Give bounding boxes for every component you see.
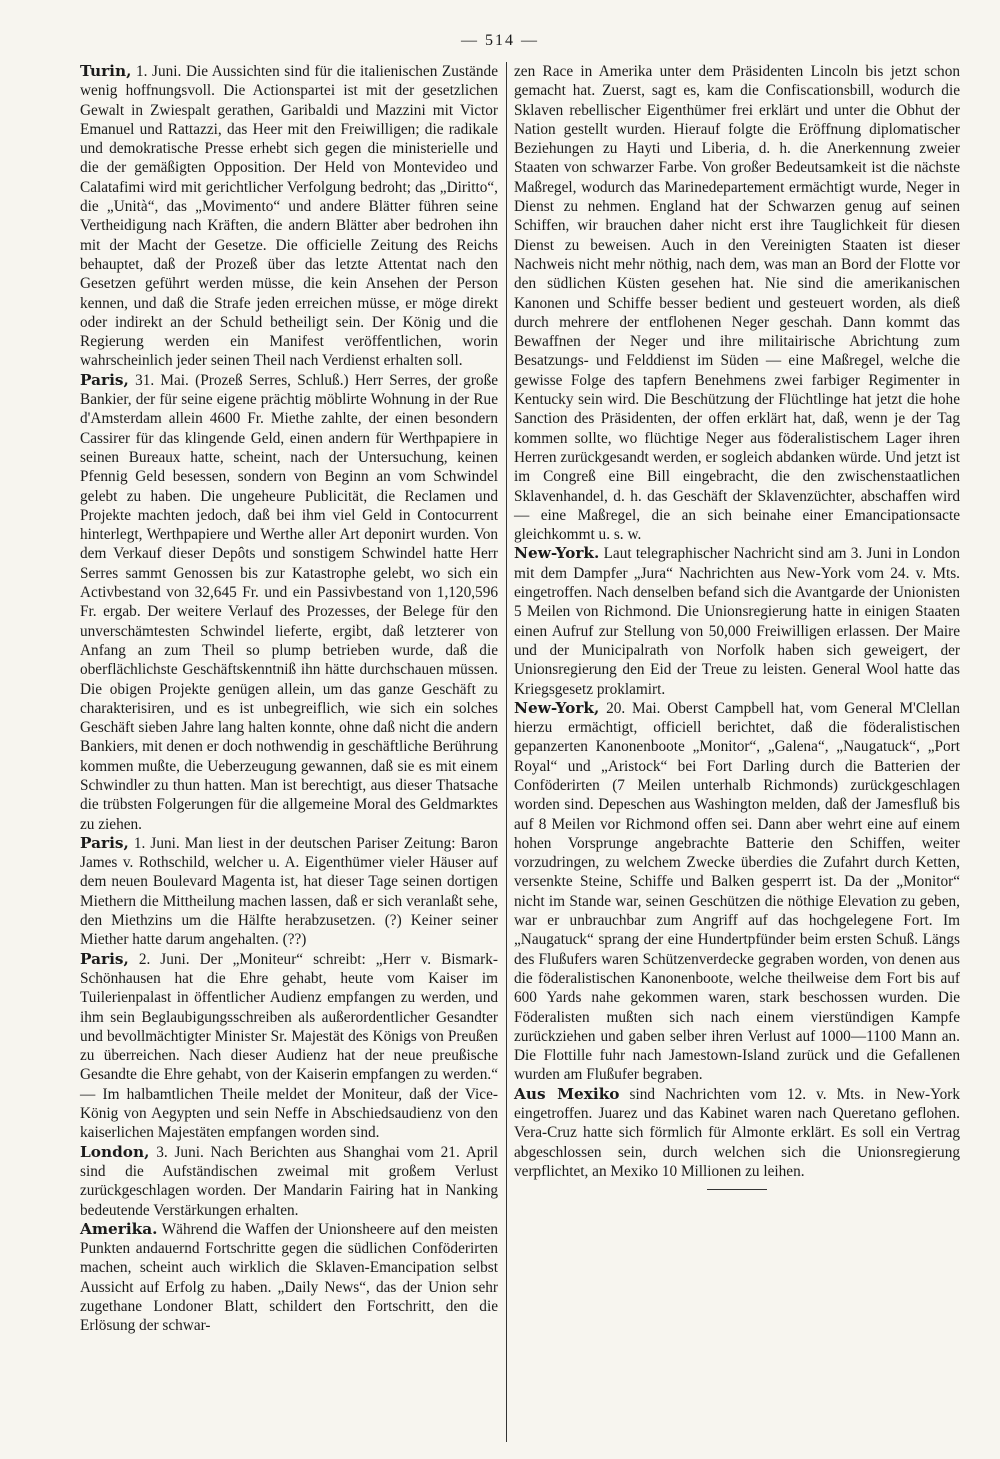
article-amerika	[80, 1220, 498, 1336]
dateline: London,	[80, 1142, 150, 1161]
article-paris-rothschild	[80, 834, 498, 950]
dateline: Paris,	[80, 949, 129, 968]
left-column	[80, 62, 498, 1336]
article-text: 31. Mai. (Prozeß Serres, Schluß.) Herr Serres, der große Bankier, der für seine eigene prächtig möblirte Wohnung in der Rue d'Amsterdam allein 4600 Fr. Miethe zahlte, der einen besondern Cassirer für das klingende Geld, einen andern für Werthpapiere in seinen Bureaux hatte, scheint, nach der Untersuchung, keinen Pfennig Geld besessen, sondern von Beginn an vom Schwindel gelebt zu haben. Die ungeheure Publicität, die Reclamen und Projekte machten jedoch, daß bei ihm viel Geld in Contocurrent hinterlegt, Werthpapiere und Werthe aller Art deponirt wurden. Von dem Verkauf dieser Depôts und sonstigem Schwindel hatte Herr Serres sammt Genossen bis zur Katastrophe gelebt, wo sich ein Activbestand von 32,645 Fr. und ein Passivbestand von 1,120,596 Fr. ergab. Der weitere Verlauf des Prozesses, der Belege für den unverschämtesten Schwindel lieferte, ergibt, daß letzterer von Anfang an zum Theil so plump betrieben wurde, daß die oberflächlichste Geschäftskenntniß ihn hätte durchschauen müssen. Die obigen Projekte genügen allein, um das ganze Geschäft zu charakterisiren, und es ist unbegreiflich, wie sich ein solches Geschäft sieben Jahre lang halten konnte, ohne daß nicht die andern Bankiers, mit denen er doch nothwendig in geschäftliche Berührung kommen mußte, die Ueberzeugung gewannen, daß sie es mit einem Schwindler zu thun hatten. Man ist berechtigt, aus dieser Thatsache die trübsten Folgerungen für die allgemeine Moral des Geldmarktes zu ziehen.	[80, 371, 499, 833]
end-rule	[707, 1189, 767, 1190]
article-text: 1. Juni. Die Aussichten sind für die italienischen Zustände wenig hoffnungsvoll. Die Actionspartei ist mit der gesetzlichen Gewalt in Zwiespalt gerathen, Garibaldi und Mazzini mit Victor Emanuel und Rattazzi, das Heer mit den Freiwilligen; die radikale und demokratische Presse erhebt sich gegen die ministerielle und die der gemäßigten Opposition. Der Held von Montevideo und Calatafimi wird mit gerichtlicher Verfolgung bedroht; das „Diritto“, die „Unità“, das „Movimento“ und andere Blätter führen seine Vertheidigung nach Kräften, die andern Blätter aber bedrohen ihn mit der Macht der Gesetze. Die officielle Zeitung des Reichs behauptet, daß der Prozeß über das letzte Attentat nach den Gesetzen geführt werden müsse, die kein Ansehen der Person kennen, und daß die Strafe jeden erreichen müsse, er möge direkt oder indirekt an der Schuld betheiligt sein. Der König und die Regierung werden ein Manifest veröffentlichen, worin wahrscheinlich jeder seinen Theil nach Verdienst erhalten soll.	[80, 63, 498, 370]
article-paris-moniteur	[80, 950, 498, 1143]
dateline: Paris,	[80, 370, 129, 389]
article-text: sind Nachrichten vom 12. v. Mts. in New-York eingetroffen. Juarez und das Kabinet waren nach Queretano geflohen. Vera-Cruz hatte sich förmlich für Almonte erklärt. Es soll ein Vertrag abgeschlossen sein, durch welchen sich die Unionsregierung verpflichtet, an Mexiko 10 Millionen zu leihen.	[514, 1085, 961, 1180]
dateline: New-York.	[514, 544, 600, 563]
dateline: Turin,	[80, 62, 132, 80]
article-mexiko	[514, 1085, 960, 1181]
dateline: New-York,	[514, 698, 600, 717]
article-text: Während die Waffen der Unionsheere auf den meisten Punkten andauernd Fortschritte gegen die südlichen Conföderirten machen, scheint auch wirklich die Sklaven-Emancipation selbst Aussicht auf Erfolg zu haben. „Daily News“, das der Union sehr zugethane Londoner Blatt, schildert den Fortschritt, den die Erlösung der schwar-	[80, 1220, 498, 1335]
dateline: Amerika.	[80, 1219, 158, 1238]
article-turin	[80, 62, 498, 371]
article-text: Laut telegraphischer Nachricht sind am 3. Juni in London mit dem Dampfer „Jura“ Nachrichten aus New-York vom 24. v. Mts. eingetroffen. Nach denselben befand sich die Avantgarde der Unionisten 5 Meilen von Richmond. Die Unionsregierung hatte in einigen Staaten einen Aufruf zur Stellung von 50,000 Freiwilligen erlassen. Der Maire und der Municipalrath von Norfolk haben sich geweigert, der Unionsregierung den Eid der Treue zu leisten. General Wool hatte das Kriegsgesetz proklamirt.	[514, 545, 960, 698]
article-new-york-telegraph	[514, 544, 960, 698]
article-text: zen Race in Amerika unter dem Präsidenten Lincoln bis jetzt schon gemacht hat. Zuerst, sagt es, kam die Confiscationsbill, wodurch die Sklaven rebellischer Eigenthümer frei erklärt und unter die Obhut der Nation gestellt wurden. Hierauf folgte die Eröffnung diplomatischer Beziehungen zu Hayti und Liberia, d. h. die Anerkennung zweier Staaten von schwarzer Farbe. Von großer Bedeutsamkeit ist die nächste Maßregel, wodurch das Marinedepartement ermächtigt wurde, Neger in Dienst zu nehmen. England hat der Schwarzen genug auf seinen Schiffen, wir brauchen daher nicht erst ihre Tauglichkeit für diesen Dienst zu beweisen. Auch in den Vereinigten Staaten ist dieser Nachweis nicht mehr nöthig, nach dem, was man an Bord der Flotte vor den südlichen Küsten gesehen hat. Nie sind die amerikanischen Kanonen und Schiffe besser bedient und gesteuert worden, als dieß durch mehrere der entflohenen Neger geschah. Dann kommt das Bewaffnen der Neger und ihre militairische Abrichtung zum Besatzungs- und Felddienst im Süden — eine Maßregel, welche die gewisse Folge des tapfern Benehmens zwei farbiger Regimenter in Kentucky sein wird. Die Beschützung der Flüchtlinge hat jetzt die hohe Sanction des Präsidenten, der offen erklärt hat, daß, wenn je der Tag kommen sollte, wo flüchtige Neger aus föderalistischem Lager ihren Herren zurückgesandt werden, er sogleich abdanken würde. Und jetzt ist im Congreß eine Bill eingebracht, die den zwischenstaatlichen Sklavenhandel, d. h. das Geschäft der Sklavenzüchter, abschaffen wird — eine Maßregel, die an sich beinahe einer Emancipationsacte gleichkommt u. s. w.	[514, 63, 960, 544]
article-paris-serres	[80, 371, 498, 834]
dateline: Aus Mexiko	[514, 1084, 620, 1103]
dateline: Paris,	[80, 833, 129, 852]
article-new-york-campbell	[514, 699, 960, 1085]
article-text: 2. Juni. Der „Moniteur“ schreibt: „Herr v. Bismark-Schönhausen hat die Ehre gehabt, heute vom Kaiser im Tuilerienpalast in öffentlicher Audienz empfangen zu werden, und ihm sein Beglaubigungsschreiben als außerordentlicher Gesandter und bevollmächtigter Minister Sr. Majestät des Königs von Preußen zu überreichen. Nach dieser Audienz hat der neue preußische Gesandte die Ehre gehabt, von der Kaiserin empfangen zu werden.“ — Im halbamtlichen Theile meldet der Moniteur, daß der Vice-König von Aegypten und sein Neffe in Abschiedsaudienz von den kaiserlichen Majestäten empfangen worden sind.	[80, 950, 499, 1142]
article-text: 3. Juni. Nach Berichten aus Shanghai vom 21. April sind die Aufständischen zweimal mit großem Verlust zurückgeschlagen worden. Der Mandarin Fairing hat in Nanking bedeutende Verstärkungen erhalten.	[80, 1143, 498, 1219]
article-text: 20. Mai. Oberst Campbell hat, vom General M'Clellan hierzu ermächtigt, officiell berichtet, daß die föderalistischen gepanzerten Kanonenboote „Monitor“, „Galena“, „Naugatuck“, „Port Royal“ und „Aristock“ bei Fort Darling durch die Batterien der Conföderirten (7 Meilen unterhalb Richmonds) zurückgeschlagen worden sind. Depeschen aus Washington melden, daß der Jamesfluß bis auf 8 Meilen vor Richmond offen sei. Dann aber wehrt eine auf einem hohen Vorsprunge angebrachte Batterie den Schiffen, weiter vorzudringen, zu welchem Zwecke überdies die Zufahrt durch Ketten, versenkte Steine, Schiffe und Balken gesperrt ist. Da der „Monitor“ nicht im Stande war, seinen Geschützen die nöthige Elevation zu geben, war er unbrauchbar zum Angriff auf das hochgelegene Fort. Im „Naugatuck“ sprang der eine Hundertpfünder beim ersten Schuß. Längs des Flußufers waren Schützenverdecke gegraben worden, von denen aus die föderalistischen Kanonenboote, welche theilweise dem Fort bis auf 600 Yards nahe gekommen waren, stark beschossen wurden. Die Föderalisten mußten sich nach einem vierstündigen Kampfe zurückziehen und gaben selber ihren Verlust auf 1000—1100 Mann an. Die Flottille fuhr nach Jamestown-Island zurück und die Gefallenen wurden am Flußufer begraben.	[514, 699, 960, 1084]
page-number: — 514 —	[461, 32, 539, 49]
right-column	[514, 62, 960, 1190]
article-amerika-continued	[514, 62, 960, 544]
article-text: 1. Juni. Man liest in der deutschen Pariser Zeitung: Baron James v. Rothschild, welcher u. A. Eigenthümer vieler Häuser auf dem neuen Boulevard Magenta ist, hat dieser Tage seinen dortigen Miethern die Mittheilung machen lassen, daß er sich veranlaßt sehe, den Miethzins um die Hälfte herabzusetzen. (?) Keiner seiner Miether hatte darum angehalten. (??)	[80, 834, 499, 949]
article-london	[80, 1143, 498, 1220]
column-rule	[506, 62, 507, 1442]
